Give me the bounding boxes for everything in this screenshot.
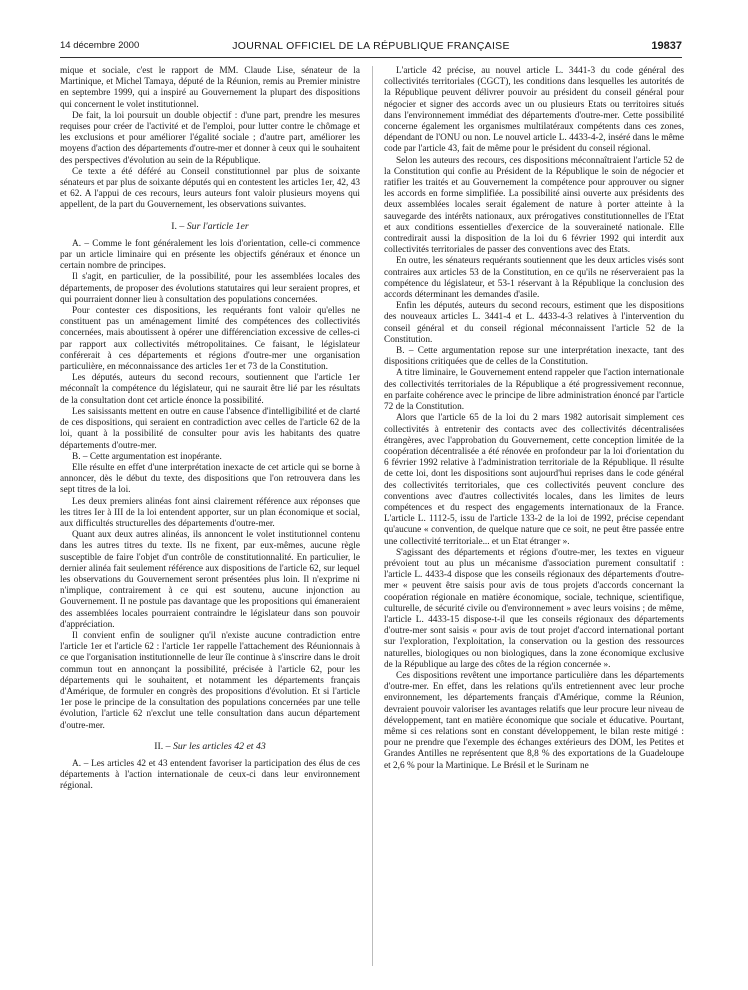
- paragraph: B. – Cette argumentation repose sur une interprétation inexacte, tant des dispositions critiquées que de celles de la Constitution.: [384, 346, 684, 368]
- paragraph: mique et sociale, c'est le rapport de MM. Claude Lise, sénateur de la Martinique, et Michel Tamaya, député de la Réunion, remis au Premier ministre en septembre 1999, qui a inspiré au Gouvernement la plupart des dispositions qui concernent le volet institutionnel.: [60, 66, 360, 110]
- paragraph: Les deux premiers alinéas font ainsi clairement référence aux réponses que les titres Ier à III de la loi entendent apporter, sur un plan économique et social, aux difficultés structurelles des départements d'outre-mer.: [60, 496, 360, 529]
- header-rule: [60, 57, 682, 58]
- paragraph: Pour contester ces dispositions, les requérants font valoir qu'elles ne constituent pas un aménagement limité des compétences des collectivités concernées, mais aboutissent à opérer une différenciation excessive de celles-ci par rapport aux collectivités métropolitaines. Ce faisant, le législateur conférerait à ces départements et régions d'outre-mer une organisation particulière, en méconnaissance des articles 1er et 73 de la Constitution.: [60, 306, 360, 373]
- left-column: [60, 66, 360, 966]
- issue-date: 14 décembre 2000: [60, 40, 140, 51]
- section-heading: [60, 741, 360, 752]
- paragraph: L'article 42 précise, au nouvel article L. 3441-3 du code général des collectivités territoriales (CGCT), les conditions dans lesquelles les autorités de la République peuvent délivrer pouvoir au président du conseil général pour négocier et signer des accords avec un ou plusieurs Etats ou territoires situés dans l'environnement immédiat des départements d'outre-mer. Cette possibilité concerne également les organismes multilatéraux compétents dans ces zones, dépendant de l'ONU ou non. Le nouvel article L. 4433-4-2, inséré dans le même code par l'article 43, fait de même pour le président du conseil régional.: [384, 66, 684, 155]
- paragraph: A titre liminaire, le Gouvernement entend rappeler que l'action internationale des collectivités territoriales de la République a été progressivement reconnue, en parfaite cohérence avec le principe de libre administration énoncé par l'article 72 de la Constitution.: [384, 368, 684, 413]
- section-title: Sur les articles 42 et 43: [172, 740, 266, 752]
- paragraph: A. – Comme le font généralement les lois d'orientation, celle-ci commence par un article liminaire qui en présente les objectifs généraux et énonce un certain nombre de principes.: [60, 238, 360, 272]
- paragraph: Les saisissants mettent en outre en cause l'absence d'intelligibilité et de clarté de ces dispositions, qui seraient en contradiction avec celles de l'article 62 de la loi, quant à la possibilité de consulter pour avis les habitants des quatre départements d'outre-mer.: [60, 406, 360, 451]
- paragraph: S'agissant des départements et régions d'outre-mer, les textes en vigueur prévoient tout au plus un mécanisme d'association purement consultatif : l'article L. 4433-4 dispose que les conseils régionaux des départements d'outre-mer « peuvent être saisis pour avis de tous projets d'accords concernant la coopération régionale en matière économique, sociale, technique, scientifique, culturelle, de sécurité civile ou d'environnement » avec leurs voisins ; de même, l'article L. 4433-15 dispose-t-il que les conseils régionaux des départements d'outre-mer sont saisis « pour avis de tout projet d'accord international portant sur l'exploration, l'exploitation, la conservation ou la gestion des ressources naturelles, biologiques ou non biologiques, dans la zone économique exclusive de la République au large des côtes de la région concernée ».: [384, 547, 684, 670]
- paragraph: Alors que l'article 65 de la loi du 2 mars 1982 autorisait simplement ces collectivités à entretenir des contacts avec des collectivités décentralisées étrangères, avec l'approbation du Gouvernement, cette conception limitée de la coopération décentralisée a été rénovée en profondeur par la loi d'orientation du 6 février 1992 relative à l'administration territoriale de la République. Il résulte de cette loi, dont les dispositions sont aujourd'hui reprises dans le code général des collectivités territoriales, que ces collectivités peuvent conclure des conventions avec d'autres collectivités locales, dans les limites de leurs compétences et du respect des engagements internationaux de la France. L'article L. 1112-5, issu de l'article 133-2 de la loi de 1992, précise cependant qu'aucune « convention, de quelque nature que ce soit, ne peut être passée entre une collectivité territoriale... et un Etat étranger ».: [384, 413, 684, 547]
- right-column: [384, 66, 684, 966]
- paragraph: Quant aux deux autres alinéas, ils annoncent le volet institutionnel contenu dans les autres titres du texte. Ils ne fixent, par eux-mêmes, aucune règle susceptible de faire l'objet d'un contrôle de constitutionnalité. En particulier, le dernier alinéa fait seulement référence aux dispositions de l'article 62, sur lequel les observations du Gouvernement seront présentées plus loin. Il n'exprime ni n'implique, contrairement à ce qui est soutenu, aucune injonction au Gouvernement. Il ne postule pas davantage que les propositions qui émaneraient des assemblées locales pourraient contraindre le législateur dans son pouvoir d'appréciation.: [60, 530, 360, 630]
- paragraph: De fait, la loi poursuit un double objectif : d'une part, prendre les mesures requises pour créer de l'activité et de l'emploi, pour lutter contre le chômage et les exclusions et pour améliorer l'égalité sociale ; d'autre part, améliorer les moyens d'action des départements d'outre-mer et donner à ceux qui le souhaitent des perspectives d'évolution au sein de la République.: [60, 110, 360, 166]
- paragraph: B. – Cette argumentation est inopérante.: [72, 451, 222, 462]
- paragraph: Selon les auteurs des recours, ces dispositions méconnaîtraient l'article 52 de la Constitution qui confie au Président de la République le soin de négocier et ratifier les traités et au Gouvernement la compétence pour approuver ou signer les accords en forme simplifiée. La possibilité ainsi ouverte aux présidents des deux assemblées locales serait également de nature à porter atteinte à la sauvegarde des intérêts nationaux, aux prérogatives constitutionnelles de l'Etat et aux conditions essentielles d'exercice de la souveraineté nationale. Elle contredirait aussi la disposition de la loi du 6 février 1992 qui interdit aux collectivités territoriales de passer des conventions avec des Etats.: [384, 155, 684, 256]
- paragraph: Il convient enfin de souligner qu'il n'existe aucune contradiction entre l'article 1er et l'article 62 : l'article 1er rappelle l'attachement des Réunionnais à ce que l'organisation institutionnelle de leur île continue à s'inscrire dans le droit commun tout en annonçant la possibilité, précisée à l'article 62, pour les départements qui le souhaitent, et notamment les départements français d'Amérique, de formuler en congrès des propositions d'évolution. Et si l'article 1er pose le principe de la consultation des populations concernées par une telle évolution, l'article 62 n'exclut une telle consultation dans aucun département d'outre-mer.: [60, 630, 360, 731]
- section-heading: [60, 221, 360, 232]
- page-number: 19837: [651, 40, 682, 52]
- section-number: II. –: [154, 740, 173, 752]
- paragraph: En outre, les sénateurs requérants soutiennent que les deux articles visés sont contraires aux articles 53 de la Constitution, en ce qu'ils ne réserveraient pas la compétence du législateur, et 53-1 réservant à la République la conclusion des accords déterminant les demandes d'asile.: [384, 256, 684, 301]
- journal-title: JOURNAL OFFICIEL DE LA RÉPUBLIQUE FRANÇAISE: [232, 40, 510, 52]
- column-divider: [372, 66, 373, 966]
- paragraph: Ce texte a été déféré au Conseil constitutionnel par plus de soixante sénateurs et par plus de soixante députés qui en contestent les articles 1er, 42, 43 et 62. A l'appui de ces recours, leurs auteurs font valoir plusieurs moyens qui appellent, de la part du Gouvernement, les observations suivantes.: [60, 166, 360, 211]
- page-header: [60, 40, 682, 54]
- paragraph: Enfin les députés, auteurs du second recours, estiment que les dispositions des nouveaux articles L. 3441-4 et L. 4433-4-3 relatives à l'intervention du conseil général et du conseil régional méconnaissent l'article 52 de la Constitution.: [384, 301, 684, 345]
- paragraph: A. – Les articles 42 et 43 entendent favoriser la participation des élus de ces départements à l'action internationale de ceux-ci dans leur environnement régional.: [60, 758, 360, 792]
- paragraph: Les députés, auteurs du second recours, soutiennent que l'article 1er méconnaît la compétence du législateur, qui ne saurait être lié par les résultats de la consultation dont cet article énonce la possibilité.: [60, 373, 360, 406]
- section-title: Sur l'article 1er: [186, 220, 249, 232]
- paragraph: Elle résulte en effet d'une interprétation inexacte de cet article qui se borne à annoncer, dès le début du texte, des dispositions que l'on retrouvera dans les sept titres de la loi.: [60, 462, 360, 496]
- section-number: I. –: [171, 220, 187, 232]
- paragraph: Ces dispositions revêtent une importance particulière dans les départements d'outre-mer. En effet, dans les relations qu'ils entretiennent avec leur proche environnement, les départements français d'Amérique, comme la Réunion, devraient pouvoir valoriser les avantages relatifs que leur procure leur niveau de développement, tant en matière économique que sociale et éducative. Pourtant, même si ces relations sont en constant développement, le bilan reste mitigé : pour ne prendre que l'exemple des échanges extérieurs des DOM, les Petites et Grandes Antilles ne représentent que 8,8 % des exportations de la Guadeloupe et 2,6 % pour la Martinique. Le Brésil et le Surinam ne: [384, 670, 684, 771]
- paragraph: Il s'agit, en particulier, de la possibilité, pour les assemblées locales des départements, de proposer des évolutions statutaires qui leur seraient propres, et qui pourraient donner lieu à consultation des populations concernées.: [60, 272, 360, 305]
